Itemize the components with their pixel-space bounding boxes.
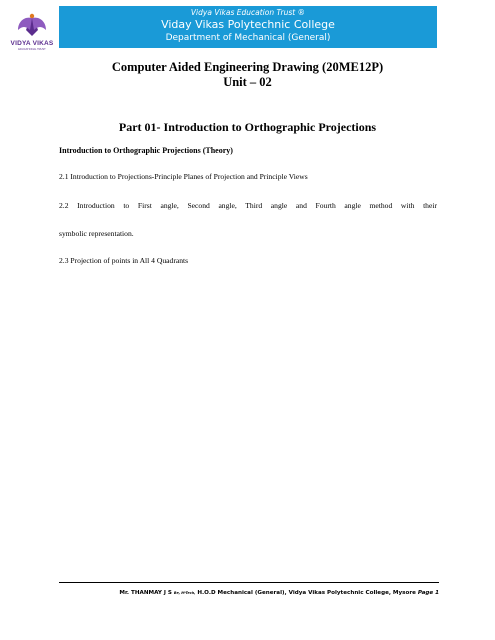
footer-affiliation: H.O.D Mechanical (General), Vidya Vikas Polytechnic College, Mysore: [197, 590, 416, 596]
trust-name: Vidya Vikas Education Trust ®: [190, 8, 306, 17]
page-number: Page 1: [417, 590, 439, 596]
college-logo: [4, 10, 60, 50]
list-item-continuation: symbolic representation.: [59, 229, 134, 238]
college-name: Viday Vikas Polytechnic College: [161, 18, 335, 31]
part-title: Part 01- Introduction to Orthographic Projections: [118, 120, 377, 134]
footer-qualification: Be, M-Tech,: [173, 591, 196, 595]
section-heading: Introduction to Orthographic Projections (Theory): [59, 146, 233, 155]
logo-tagline: EDUCATIONAL TRUST: [18, 48, 46, 51]
logo-emblem-icon: [4, 10, 60, 40]
logo-name: VIDYA VIKAS: [10, 40, 54, 47]
page-footer: [59, 590, 439, 596]
footer-divider: [59, 582, 439, 583]
list-item: 2.1 Introduction to Projections-Principle Planes of Projection and Principle Views: [59, 172, 308, 181]
unit-title: Unit – 02: [223, 75, 272, 89]
course-title: Computer Aided Engineering Drawing (20ME12P): [111, 60, 384, 74]
department-name: Department of Mechanical (General): [165, 33, 331, 43]
list-item: 2.2 Introduction to First angle, Second angle, Third angle and Fourth angle method with their: [59, 201, 437, 210]
footer-author: Mr. THANMAY J S: [119, 590, 172, 596]
header-banner: [59, 6, 437, 48]
list-item: 2.3 Projection of points in All 4 Quadrants: [59, 256, 189, 265]
